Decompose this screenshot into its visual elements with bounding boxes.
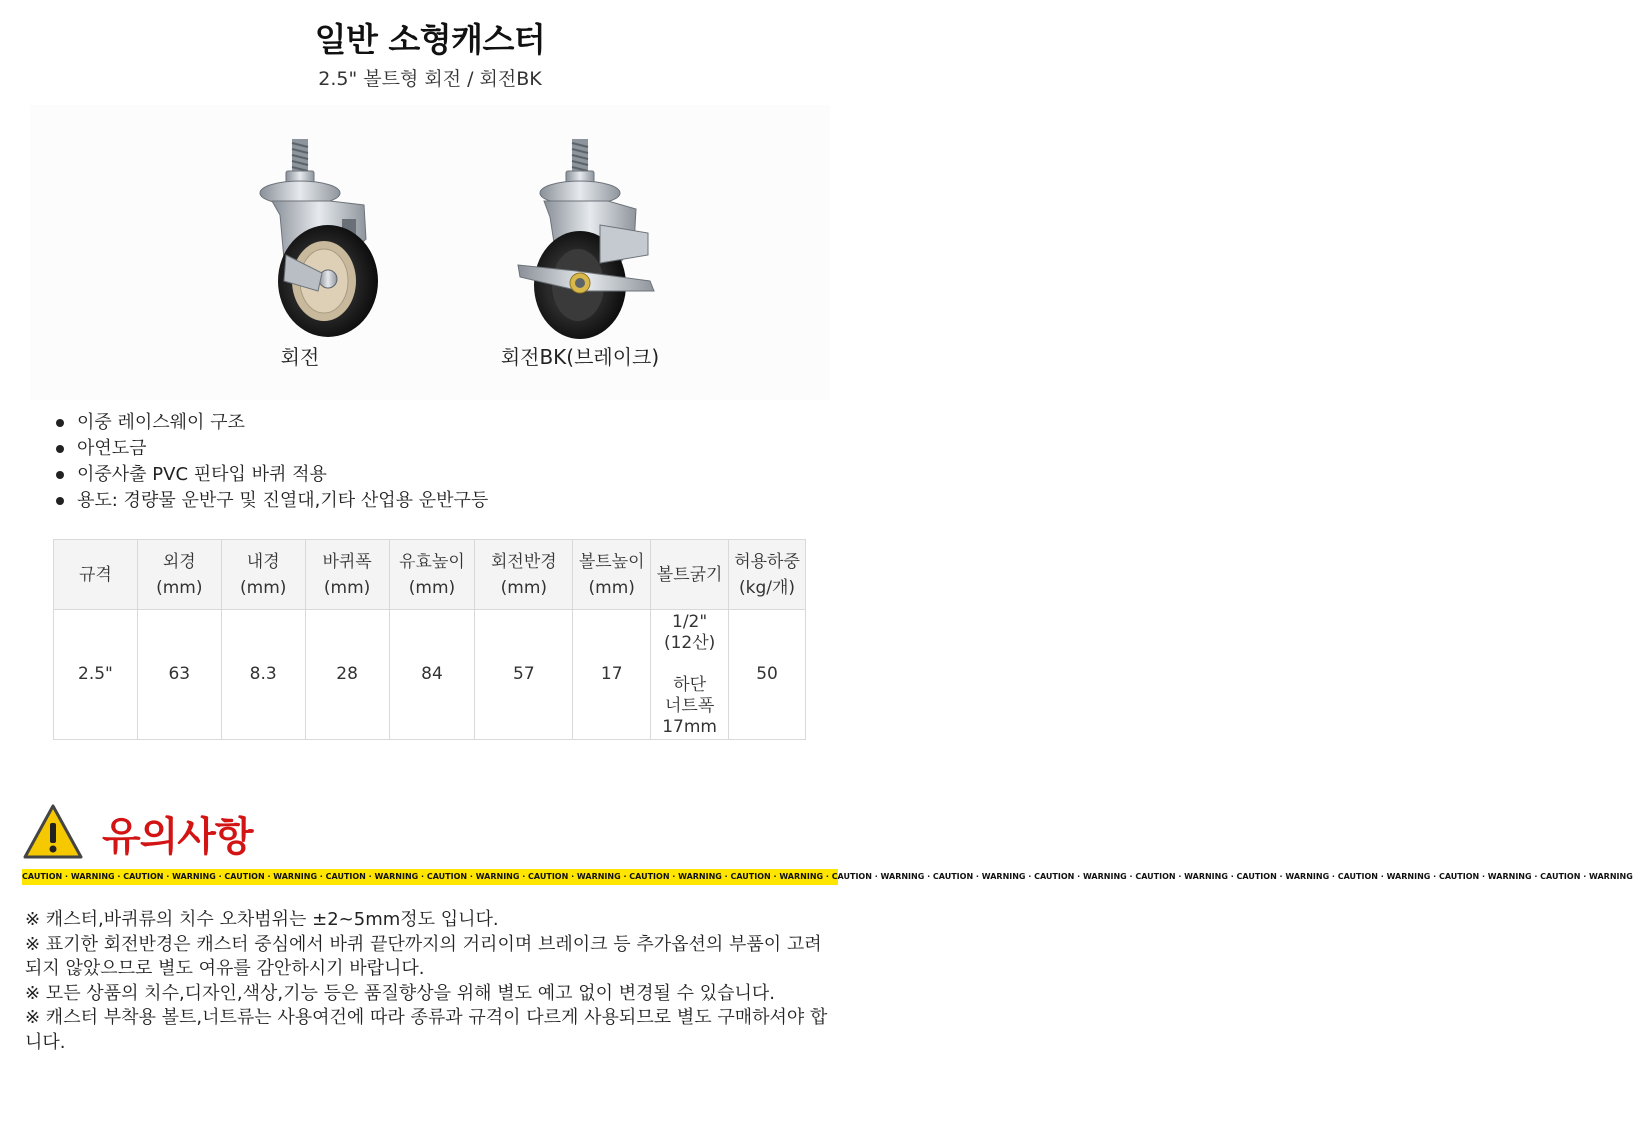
page-subtitle: 2.5" 볼트형 회전 / 회전BK — [318, 68, 542, 90]
swivel-caster-photo — [200, 105, 400, 335]
note-item: ※ 표기한 회전반경은 캐스터 중심에서 바퀴 끝단까지의 거리이며 브레이크 등 추가옵션의 부품이 고려되지 않았으므로 별도 여유를 감안하시기 바랍니다. — [25, 933, 822, 980]
feature-list — [55, 410, 488, 514]
table-header-row — [54, 540, 806, 610]
product-caption-swivel: 회전 — [280, 345, 320, 369]
header-cell-outer-diameter: 외경 (mm) — [137, 540, 221, 610]
brake-caster-photo — [480, 105, 680, 335]
header-cell-swivel-radius: 회전반경 (mm) — [475, 540, 573, 610]
header-cell-bolt-thickness: 볼트굵기 — [651, 540, 729, 610]
product-caption-brake: 회전BK(브레이크) — [500, 345, 660, 369]
cell-bolt-height: 17 — [573, 610, 651, 740]
header-cell-load-capacity: 허용하중 (kg/개) — [729, 540, 806, 610]
cell-load-capacity: 50 — [729, 610, 806, 740]
product-photo-area — [30, 105, 830, 400]
note-item: ※ 모든 상품의 치수,디자인,색상,기능 등은 품질향상을 위해 별도 예고 없이 변경될 수 있습니다. — [25, 982, 775, 1004]
header-cell-effective-height: 유효높이 (mm) — [389, 540, 475, 610]
feature-item: 아연도금 — [55, 436, 488, 462]
spec-table — [53, 539, 806, 740]
page-title: 일반 소형캐스터 — [314, 20, 546, 59]
caution-heading — [22, 803, 282, 863]
cell-effective-height: 84 — [389, 610, 475, 740]
note-item: ※ 캐스터 부착용 볼트,너트류는 사용여건에 따라 종류과 규격이 다르게 사용되므로 별도 구매하셔야 합니다. — [25, 1007, 828, 1053]
feature-item: 이중사출 PVC 핀타입 바퀴 적용 — [55, 462, 488, 488]
header-cell-wheel-width: 바퀴폭 (mm) — [305, 540, 389, 610]
product-swivel — [170, 105, 430, 400]
product-brake — [450, 105, 710, 400]
caution-tape: CAUTION · WARNING · CAUTION · WARNING · CAUTION · WARNING · CAUTION · WARNING · CAUTION · WARNING · CAUTION · WARNING · CAUTION · WARNING · CAUTION · WARNING · CAUTION · WARNING · CAUTION · WARNING · CAUTION · WARNING · CAUTION · WARNING · CAUTION · WARNING · CAUTION · WARNING · CAUTION · WARNING · CAUTION · WARNING — [22, 869, 838, 885]
note-item: ※ 캐스터,바퀴류의 치수 오차범위는 ±2~5mm정도 입니다. — [25, 909, 499, 930]
cell-wheel-width: 28 — [305, 610, 389, 740]
cell-swivel-radius: 57 — [475, 610, 573, 740]
feature-item: 용도: 경량물 운반구 및 진열대,기타 산업용 운반구등 — [55, 488, 488, 514]
cell-size: 2.5" — [54, 610, 138, 740]
cell-bolt-thickness: 1/2" (12산) 하단 너트폭 17mm — [651, 610, 729, 740]
cell-inner-diameter: 8.3 — [221, 610, 305, 740]
feature-item: 이중 레이스웨이 구조 — [55, 410, 488, 436]
caution-title: 유의사항 — [102, 814, 253, 860]
header-cell-size: 규격 — [54, 540, 138, 610]
cell-outer-diameter: 63 — [137, 610, 221, 740]
notes — [25, 908, 835, 1056]
warning-triangle-icon — [22, 803, 84, 861]
table-row — [54, 610, 806, 740]
header-cell-bolt-height: 볼트높이 (mm) — [573, 540, 651, 610]
header-cell-inner-diameter: 내경 (mm) — [221, 540, 305, 610]
